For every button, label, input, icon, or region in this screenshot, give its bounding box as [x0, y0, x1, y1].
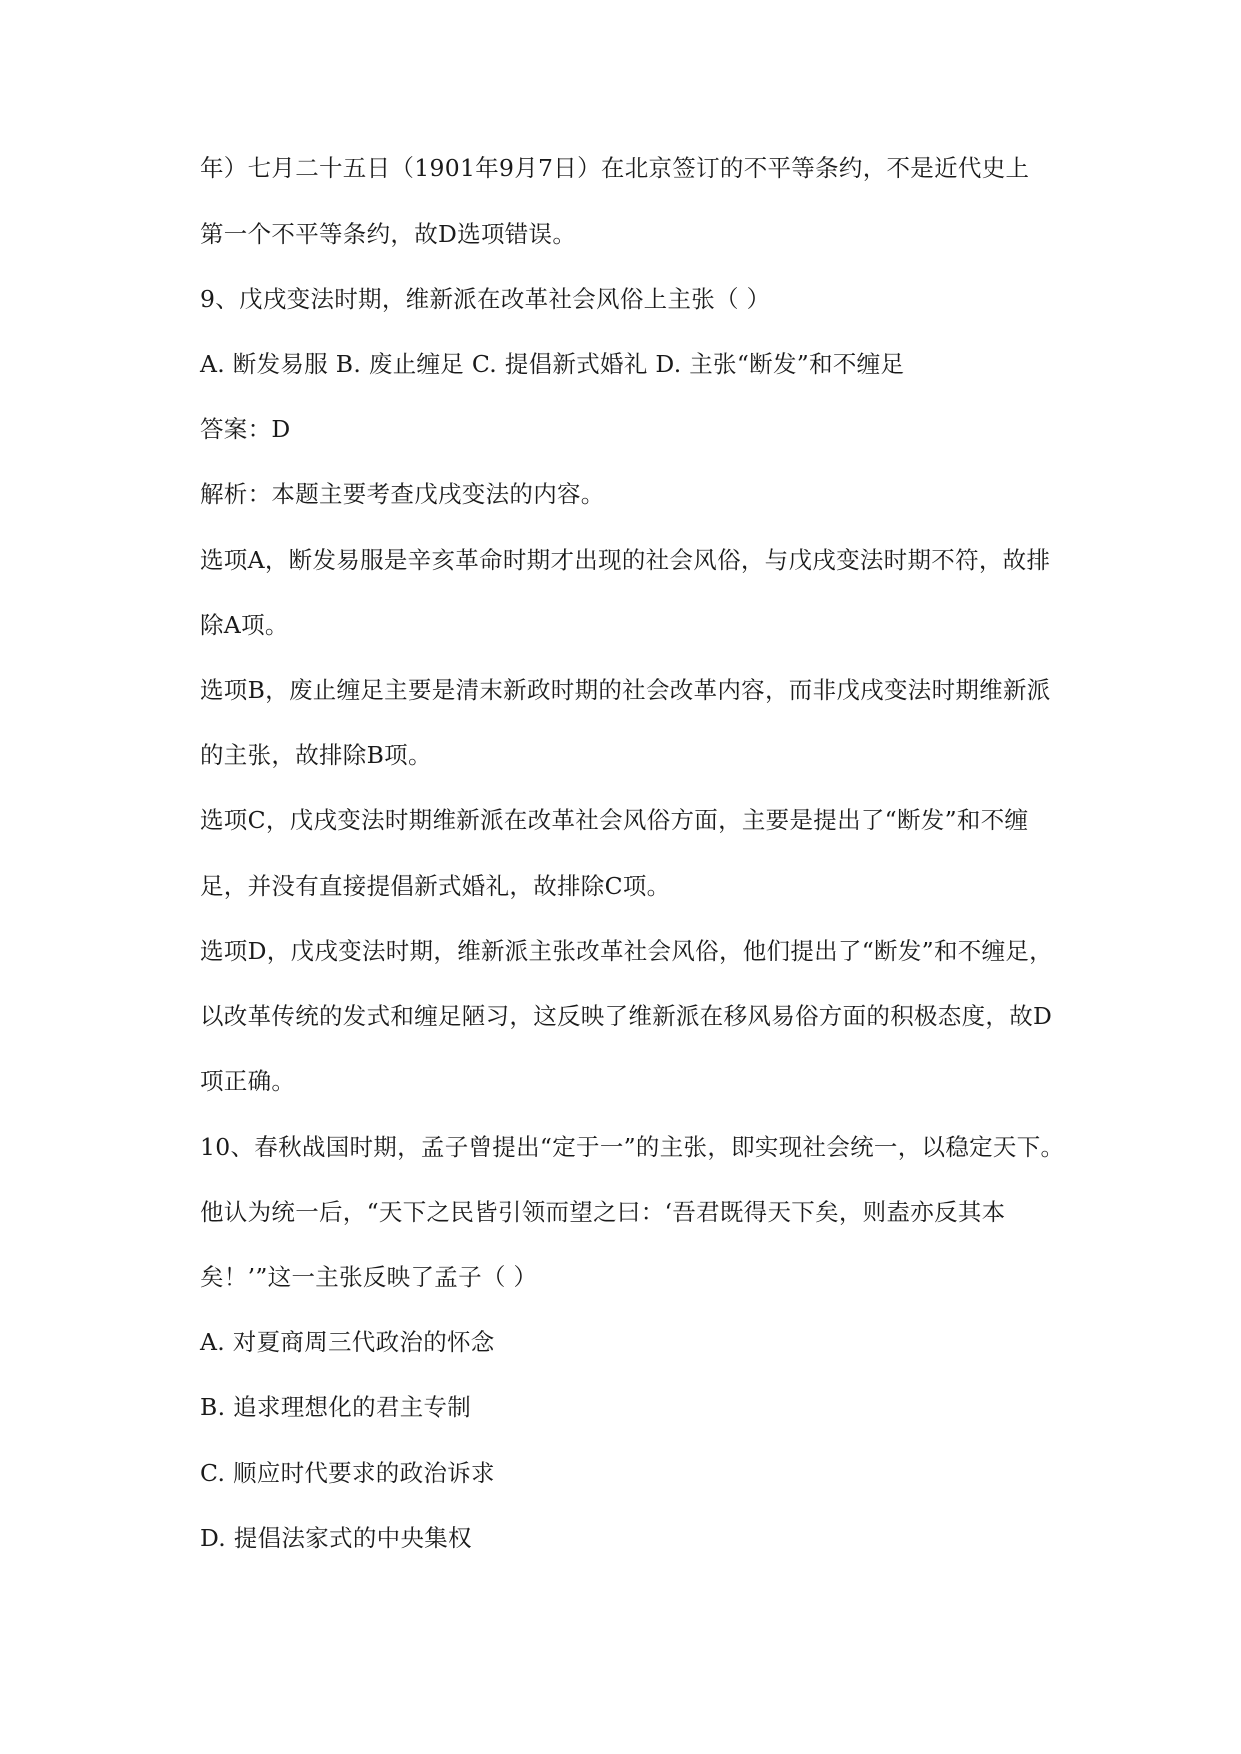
analysis-option-b: 选项B，废止缠足主要是清末新政时期的社会改革内容，而非戊戌变法时期维新派	[200, 676, 1051, 704]
question-9-analysis: 解析：本题主要考查戊戌变法的内容。	[200, 480, 605, 508]
question-9-answer: 答案：D	[200, 415, 291, 443]
text-line: 年）七月二十五日（1901年9月7日）在北京签订的不平等条约，不是近代史上	[200, 154, 1030, 182]
text-line: 第一个不平等条约，故D选项错误。	[200, 220, 577, 248]
analysis-option-d-end: 项正确。	[200, 1067, 296, 1095]
question-9-stem: 9、戊戌变法时期，维新派在改革社会风俗上主张（ ）	[200, 285, 771, 313]
analysis-option-c-cont: 足，并没有直接提倡新式婚礼，故排除C项。	[200, 872, 671, 900]
question-10-stem-cont: 他认为统一后，“天下之民皆引领而望之曰：‘吾君既得天下矣，则盍亦反其本	[200, 1198, 1006, 1226]
analysis-option-a-cont: 除A项。	[200, 611, 289, 639]
question-10-stem: 10、春秋战国时期，孟子曾提出“定于一”的主张，即实现社会统一，以稳定天下。	[200, 1133, 1065, 1161]
question-10-option-c: C. 顺应时代要求的政治诉求	[200, 1459, 495, 1487]
question-10-option-b: B. 追求理想化的君主专制	[200, 1393, 472, 1421]
analysis-option-d-cont: 以改革传统的发式和缠足陋习，这反映了维新派在移风易俗方面的积极态度，故D	[200, 1002, 1053, 1030]
question-9-options: A. 断发易服 B. 废止缠足 C. 提倡新式婚礼 D. 主张“断发”和不缠足	[200, 350, 905, 378]
analysis-option-a: 选项A，断发易服是辛亥革命时期才出现的社会风俗，与戊戌变法时期不符，故排	[200, 546, 1051, 574]
analysis-option-b-cont: 的主张，故排除B项。	[200, 741, 432, 769]
question-10-option-d: D. 提倡法家式的中央集权	[200, 1524, 472, 1552]
question-10-stem-end: 矣！’”这一主张反映了孟子（ ）	[200, 1263, 538, 1291]
analysis-option-c: 选项C，戊戌变法时期维新派在改革社会风俗方面，主要是提出了“断发”和不缠	[200, 806, 1029, 834]
analysis-option-d: 选项D，戊戌变法时期，维新派主张改革社会风俗，他们提出了“断发”和不缠足，	[200, 937, 1053, 965]
question-10-option-a: A. 对夏商周三代政治的怀念	[200, 1328, 495, 1356]
